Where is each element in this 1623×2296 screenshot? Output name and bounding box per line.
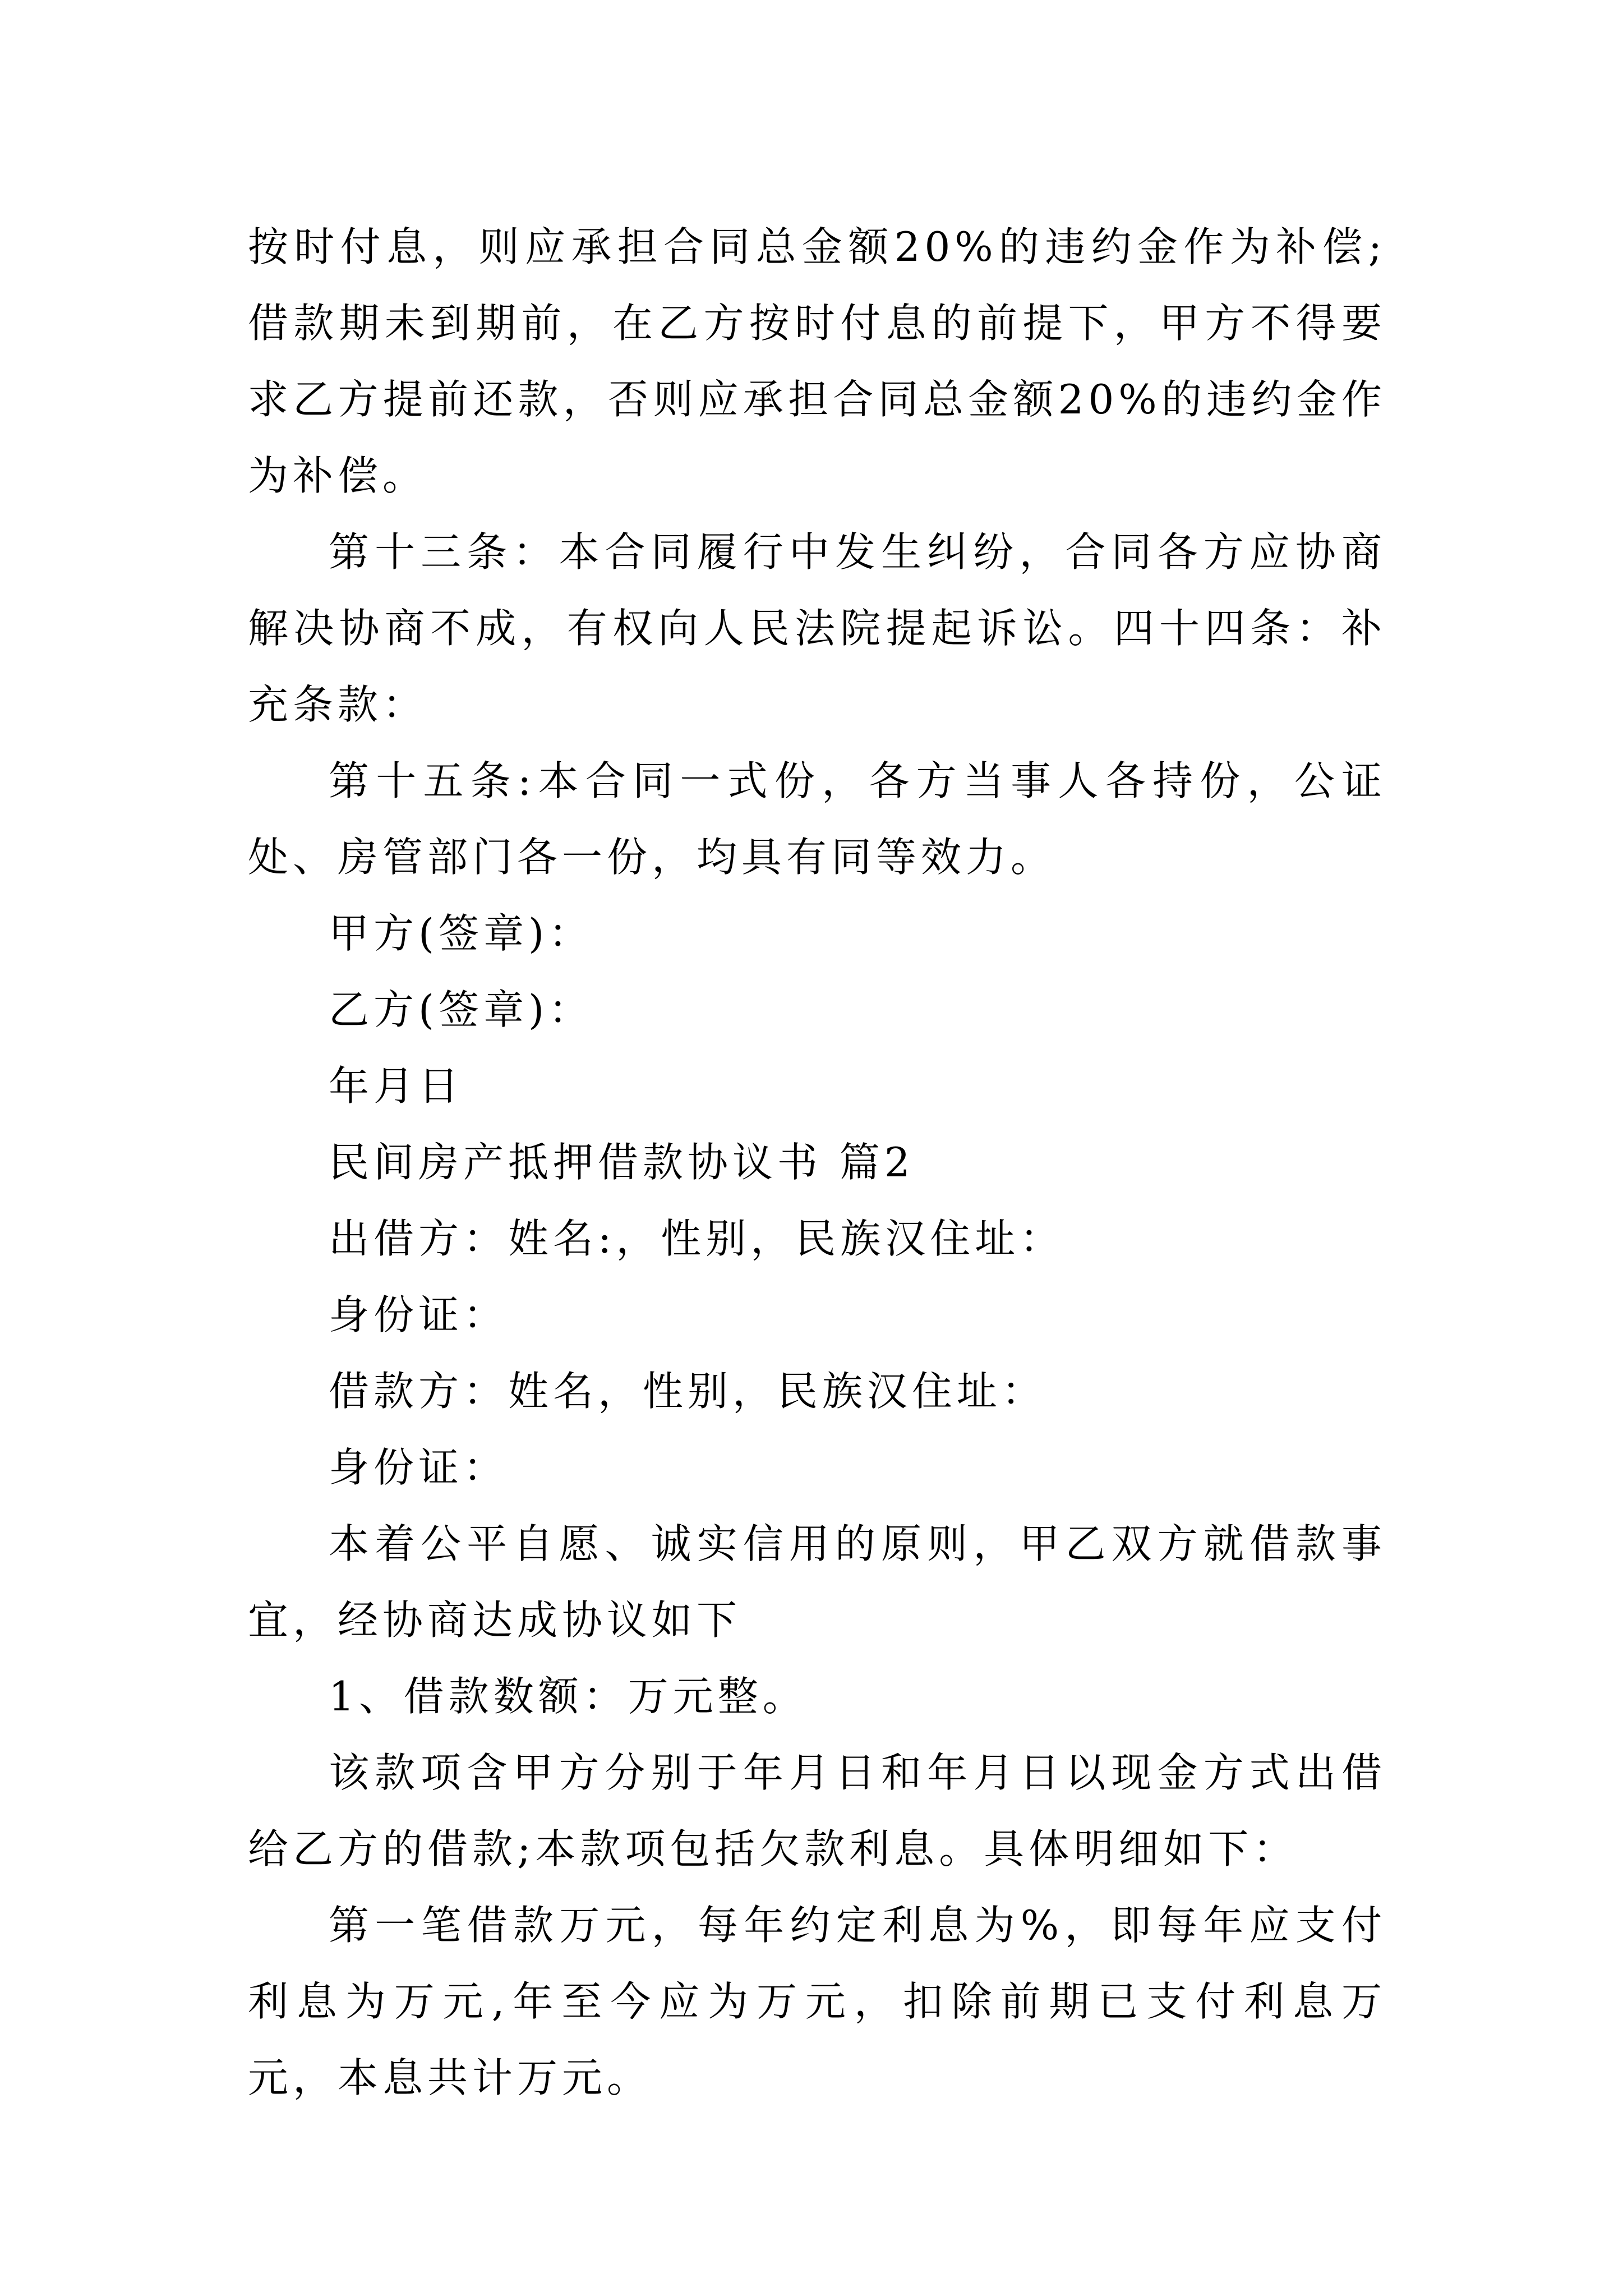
lender-info-line: 出借方：姓名:，性别，民族汉住址： <box>329 1215 1065 1262</box>
borrower-info-line: 借款方：姓名，性别，民族汉住址： <box>329 1368 1047 1415</box>
paragraph-article-13: 第十三条：本合同履行中发生纠纷，合同各方应协商解决协商不成，有权向人民法院提起诉讼。四十四条：补充条款： <box>248 528 1386 728</box>
paragraph-article-15: 第十五条:本合同一式份，各方当事人各持份，公证处、房管部门各一份，均具有同等效力。 <box>248 757 1386 881</box>
loan-details-paragraph: 该款项含甲方分别于年月日和年月日以现金方式出借给乙方的借款;本款项包括欠款利息。具体明细如下： <box>248 1749 1386 1872</box>
lender-id-line: 身份证： <box>329 1291 509 1338</box>
agreement-principle-paragraph: 本着公平自愿、诚实信用的原则，甲乙双方就借款事宜，经协商达成协议如下 <box>248 1520 1386 1644</box>
document-body <box>248 209 1386 2116</box>
section-title: 民间房产抵押借款协议书 篇2 <box>329 1139 915 1186</box>
date-line: 年月日 <box>329 1062 464 1110</box>
first-loan-details-paragraph: 第一笔借款万元，每年约定利息为%，即每年应支付利息为万元,年至今应为万元，扣除前期已支付利息万元，本息共计万元。 <box>248 1902 1386 2101</box>
paragraph-continued-interest-clause: 按时付息，则应承担合同总金额20%的违约金作为补偿;借款期未到期前，在乙方按时付息的前提下，甲方不得要求乙方提前还款，否则应承担合同总金额20%的违约金作为补偿。 <box>248 223 1386 499</box>
borrower-id-line: 身份证： <box>329 1444 509 1491</box>
party-b-signature-line: 乙方(签章)： <box>329 986 594 1033</box>
loan-amount-clause: 1、借款数额：万元整。 <box>329 1673 808 1720</box>
party-a-signature-line: 甲方(签章)： <box>329 910 594 957</box>
